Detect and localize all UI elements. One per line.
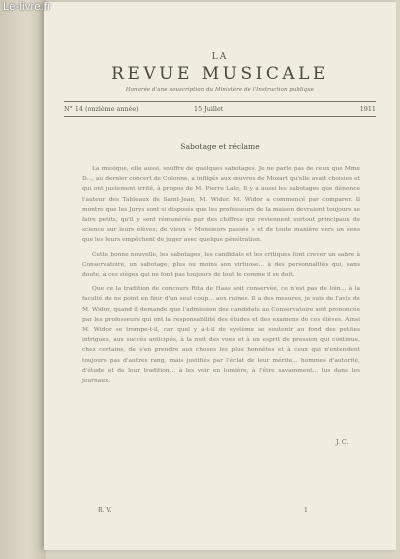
- watermark: Le-livre.fr: [3, 1, 52, 13]
- article-title: Sabotage et réclame: [180, 142, 260, 151]
- issue-number: N° 14 (onzième année): [64, 105, 139, 113]
- masthead-title: REVUE MUSICALE: [111, 64, 329, 84]
- top-rule: [64, 101, 376, 102]
- footer-page-number: 1: [304, 507, 308, 514]
- paragraph: Que ce la tradition de concours Rita de Haas soit conservée, ce n'est pas de loin... à la faculté de ne point en finir d'un seul coup... aux ruines. Il a des mesures, je suis de l'avis de M. Widor, quand il demande que l'admission des candidats au Conservatoire soit prononcée par les professeurs qui ont la responsabilité des études et des examens de ces élèves. Ainsi M. Widor se trompe-t-il, car quel y a-t-il de système se soutenir au fond des petites intrigues, aux succès anticipés, à la nuit des vues et à un esprit de pression qui continue, chez certains, de s'en prendre aux choses les plus honnêtes et à ceux qui n'entendent toujours pas d'autres rang, mais justifiés par l'éclat de leur mérite... hommes d'autorité, d'étude et de leur tradition... à les voir en lumière, à l'être savamment... lus dans les journaux.: [82, 286, 360, 385]
- masthead-article: LA: [211, 52, 229, 62]
- book-binding-edge: [0, 0, 46, 559]
- paragraph: La musique, elle aussi, souffre de quelques sabotages. Je ne parle pas de ceux que Mme D..., au dernier concert de Colonne, a infligés aux œuvres de Mozart qu'elle avait choisies et qui ont justement irrité, à propos de M. Pierre Lalo, Il y a aussi les sabotages que dénonce l'auteur des Tableaux de Saint-Jean, M. Widor. M. Widor a commencé par comparer. Il montre que les Jurys sont si disposés que les professeurs de la maison devraient toujours se faire petits, qu'il y sont rémunérés par des chiffres qui reviennent surtout principaux de science sur leurs élèves; de vieux « Monsieurs passés » et de toute manière vers un sens que les leurs empêchent de juger avec quelque pénétration.: [82, 166, 360, 244]
- article-signature: J. C.: [336, 439, 349, 446]
- bottom-rule: [64, 116, 376, 117]
- issue-year: 1911: [359, 105, 376, 113]
- article-body: [82, 164, 360, 390]
- scanned-page: [44, 2, 396, 550]
- footer-signature-mark: R. V.: [98, 507, 112, 514]
- masthead-subtitle: Honorée d'une souscription du Ministère de l'Instruction publique: [125, 87, 315, 93]
- issue-date: 15 Juillet: [194, 105, 224, 113]
- paragraph: Cette bonne nouvelle, les sabotages, les candidats et les critiques font crever un sabre à Conservatoire, un sabotage, plus ou moins son virtuose... à des personnalités qui, sans doute, à ces sièges qui ne font pas toujours de tout le comme il se doit.: [82, 251, 360, 279]
